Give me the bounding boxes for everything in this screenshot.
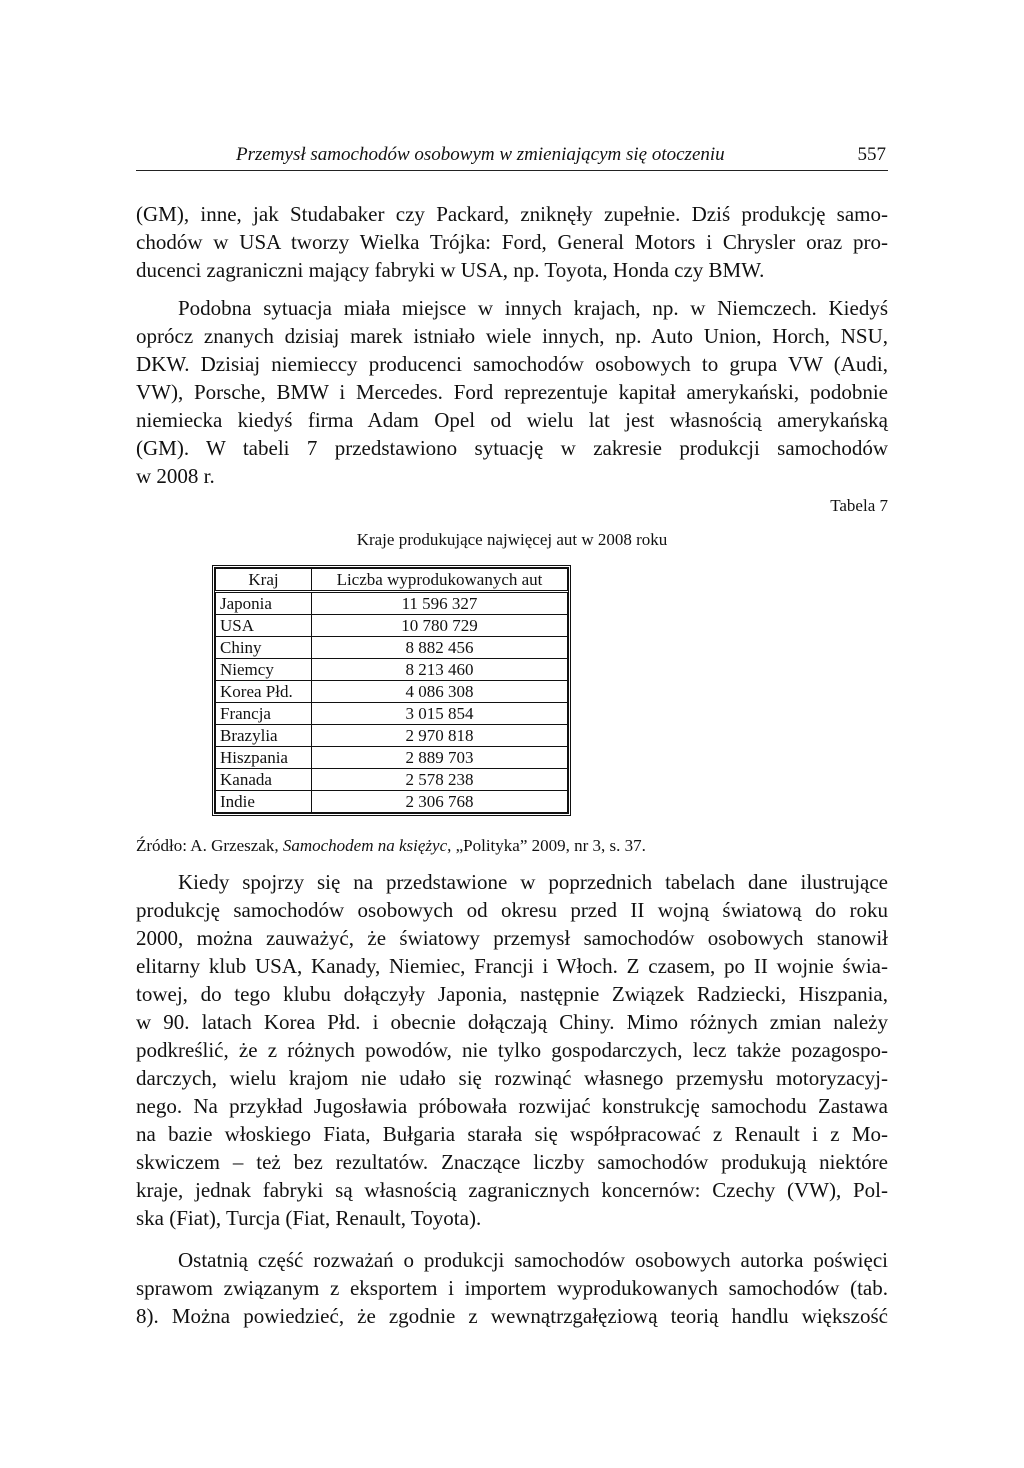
table-source [136,836,646,856]
text-line: oprócz znanych dzisiaj marek istniało wiele innych, np. Auto Union, Horch, NSU, [136,324,888,348]
text-line: ska (Fiat), Turcja (Fiat, Renault, Toyota). [136,1206,482,1230]
text-line: sprawom związanym z eksportem i importem wyprodukowanych samochodów (tab. [136,1276,888,1300]
production-table [212,565,571,816]
paragraph-1 [136,200,888,284]
text-line: podkreślić, że z różnych powodów, nie tylko gospodarczych, lecz także pozagospo- [136,1038,888,1062]
text-line: kraje, jednak fabryki są własnością zagranicznych koncernów: Czechy (VW), Pol- [136,1178,888,1202]
text-line: 2000, można zauważyć, że światowy przemysł samochodów osobowych stanowił [136,926,888,950]
text-line: nego. Na przykład Jugosławia próbowała rozwijać konstrukcję samochodu Zastawa [136,1094,888,1118]
table-row [216,769,568,791]
table-row [216,747,568,769]
text-line: (GM), inne, jak Studabaker czy Packard, zniknęły zupełnie. Dziś produkcję samo- [136,202,888,226]
text-line: Podobna sytuacja miała miejsce w innych krajach, np. w Niemczech. Kiedyś [178,296,888,320]
country-cell: Francja [216,703,312,725]
text-line: na bazie włoskiego Fiata, Bułgaria starała się współpracować z Renault i z Mo- [136,1122,888,1146]
text-line: ducenci zagraniczni mający fabryki w USA, np. Toyota, Honda czy BMW. [136,258,765,282]
text-line: VW), Porsche, BMW i Mercedes. Ford reprezentuje kapitał amerykański, podobnie [136,380,888,404]
table-caption: Kraje produkujące najwięcej aut w 2008 roku [356,530,668,549]
paragraph-2 [136,294,888,490]
count-cell: 2 578 238 [312,769,568,791]
count-cell: 2 970 818 [312,725,568,747]
text-line: 8). Można powiedzieć, że zgodnie z wewnątrzgałęziową teorią handlu większość [136,1304,888,1328]
count-cell: 2 306 768 [312,791,568,813]
country-cell: Japonia [216,592,312,615]
country-cell: Niemcy [216,659,312,681]
table-row [216,659,568,681]
country-cell: Brazylia [216,725,312,747]
production-table-grid [215,568,568,813]
text-line: Kiedy spojrzy się na przedstawione w poprzednich tabelach dane ilustrujące [178,870,888,894]
column-header-country: Kraj [216,569,312,592]
country-cell: Chiny [216,637,312,659]
text-line: chodów w USA tworzy Wielka Trójka: Ford, General Motors i Chrysler oraz pro- [136,230,888,254]
count-cell: 11 596 327 [312,592,568,615]
column-header-count: Liczba wyprodukowanych aut [312,569,568,592]
table-row [216,791,568,813]
source-prefix: Źródło: A. Grzeszak, [136,836,283,855]
text-line: w 90. latach Korea Płd. i obecnie dołączają Chiny. Mimo różnych zmian należy [136,1010,888,1034]
table-row [216,725,568,747]
count-cell: 10 780 729 [312,615,568,637]
country-cell: Korea Płd. [216,681,312,703]
country-cell: Indie [216,791,312,813]
table-header-row [216,569,568,592]
text-line: produkcję samochodów osobowych od okresu przed II wojną światową do roku [136,898,888,922]
count-cell: 3 015 854 [312,703,568,725]
text-line: DKW. Dzisiaj niemieccy producenci samochodów osobowych to grupa VW (Audi, [136,352,888,376]
text-line: elitarny klub USA, Kanady, Niemiec, Francji i Włoch. Z czasem, po II wojnie świa- [136,954,888,978]
source-suffix: , „Polityka” 2009, nr 3, s. 37. [447,836,646,855]
table-row [216,592,568,615]
country-cell: Hiszpania [216,747,312,769]
text-line: (GM). W tabeli 7 przedstawiono sytuację w zakresie produkcji samochodów [136,436,888,460]
text-line: Ostatnią część rozważań o produkcji samochodów osobowych autorka poświęci [178,1248,888,1272]
country-cell: USA [216,615,312,637]
text-line: skwiczem – też bez rezultatów. Znaczące liczby samochodów produkują niektóre [136,1150,888,1174]
table-label: Tabela 7 [830,496,888,515]
text-line: w 2008 r. [136,464,215,488]
text-line: darczych, wielu krajom nie udało się rozwinąć własnego przemysłu motoryzacyj- [136,1066,888,1090]
text-line: niemiecka kiedyś firma Adam Opel od wielu lat jest własnością amerykańską [136,408,888,432]
table-row [216,681,568,703]
running-header [136,142,888,171]
page-number: 557 [857,144,886,165]
count-cell: 2 889 703 [312,747,568,769]
table-row [216,615,568,637]
count-cell: 8 882 456 [312,637,568,659]
text-line: towej, do tego klubu dołączyły Japonia, następnie Związek Radziecki, Hiszpania, [136,982,888,1006]
paragraph-4 [136,1246,888,1330]
country-cell: Kanada [216,769,312,791]
table-row [216,703,568,725]
table-row [216,637,568,659]
count-cell: 8 213 460 [312,659,568,681]
running-title: Przemysł samochodów osobowym w zmieniającym się otoczeniu [236,144,725,165]
paragraph-3 [136,868,888,1232]
count-cell: 4 086 308 [312,681,568,703]
source-title: Samochodem na księżyc [282,836,448,855]
